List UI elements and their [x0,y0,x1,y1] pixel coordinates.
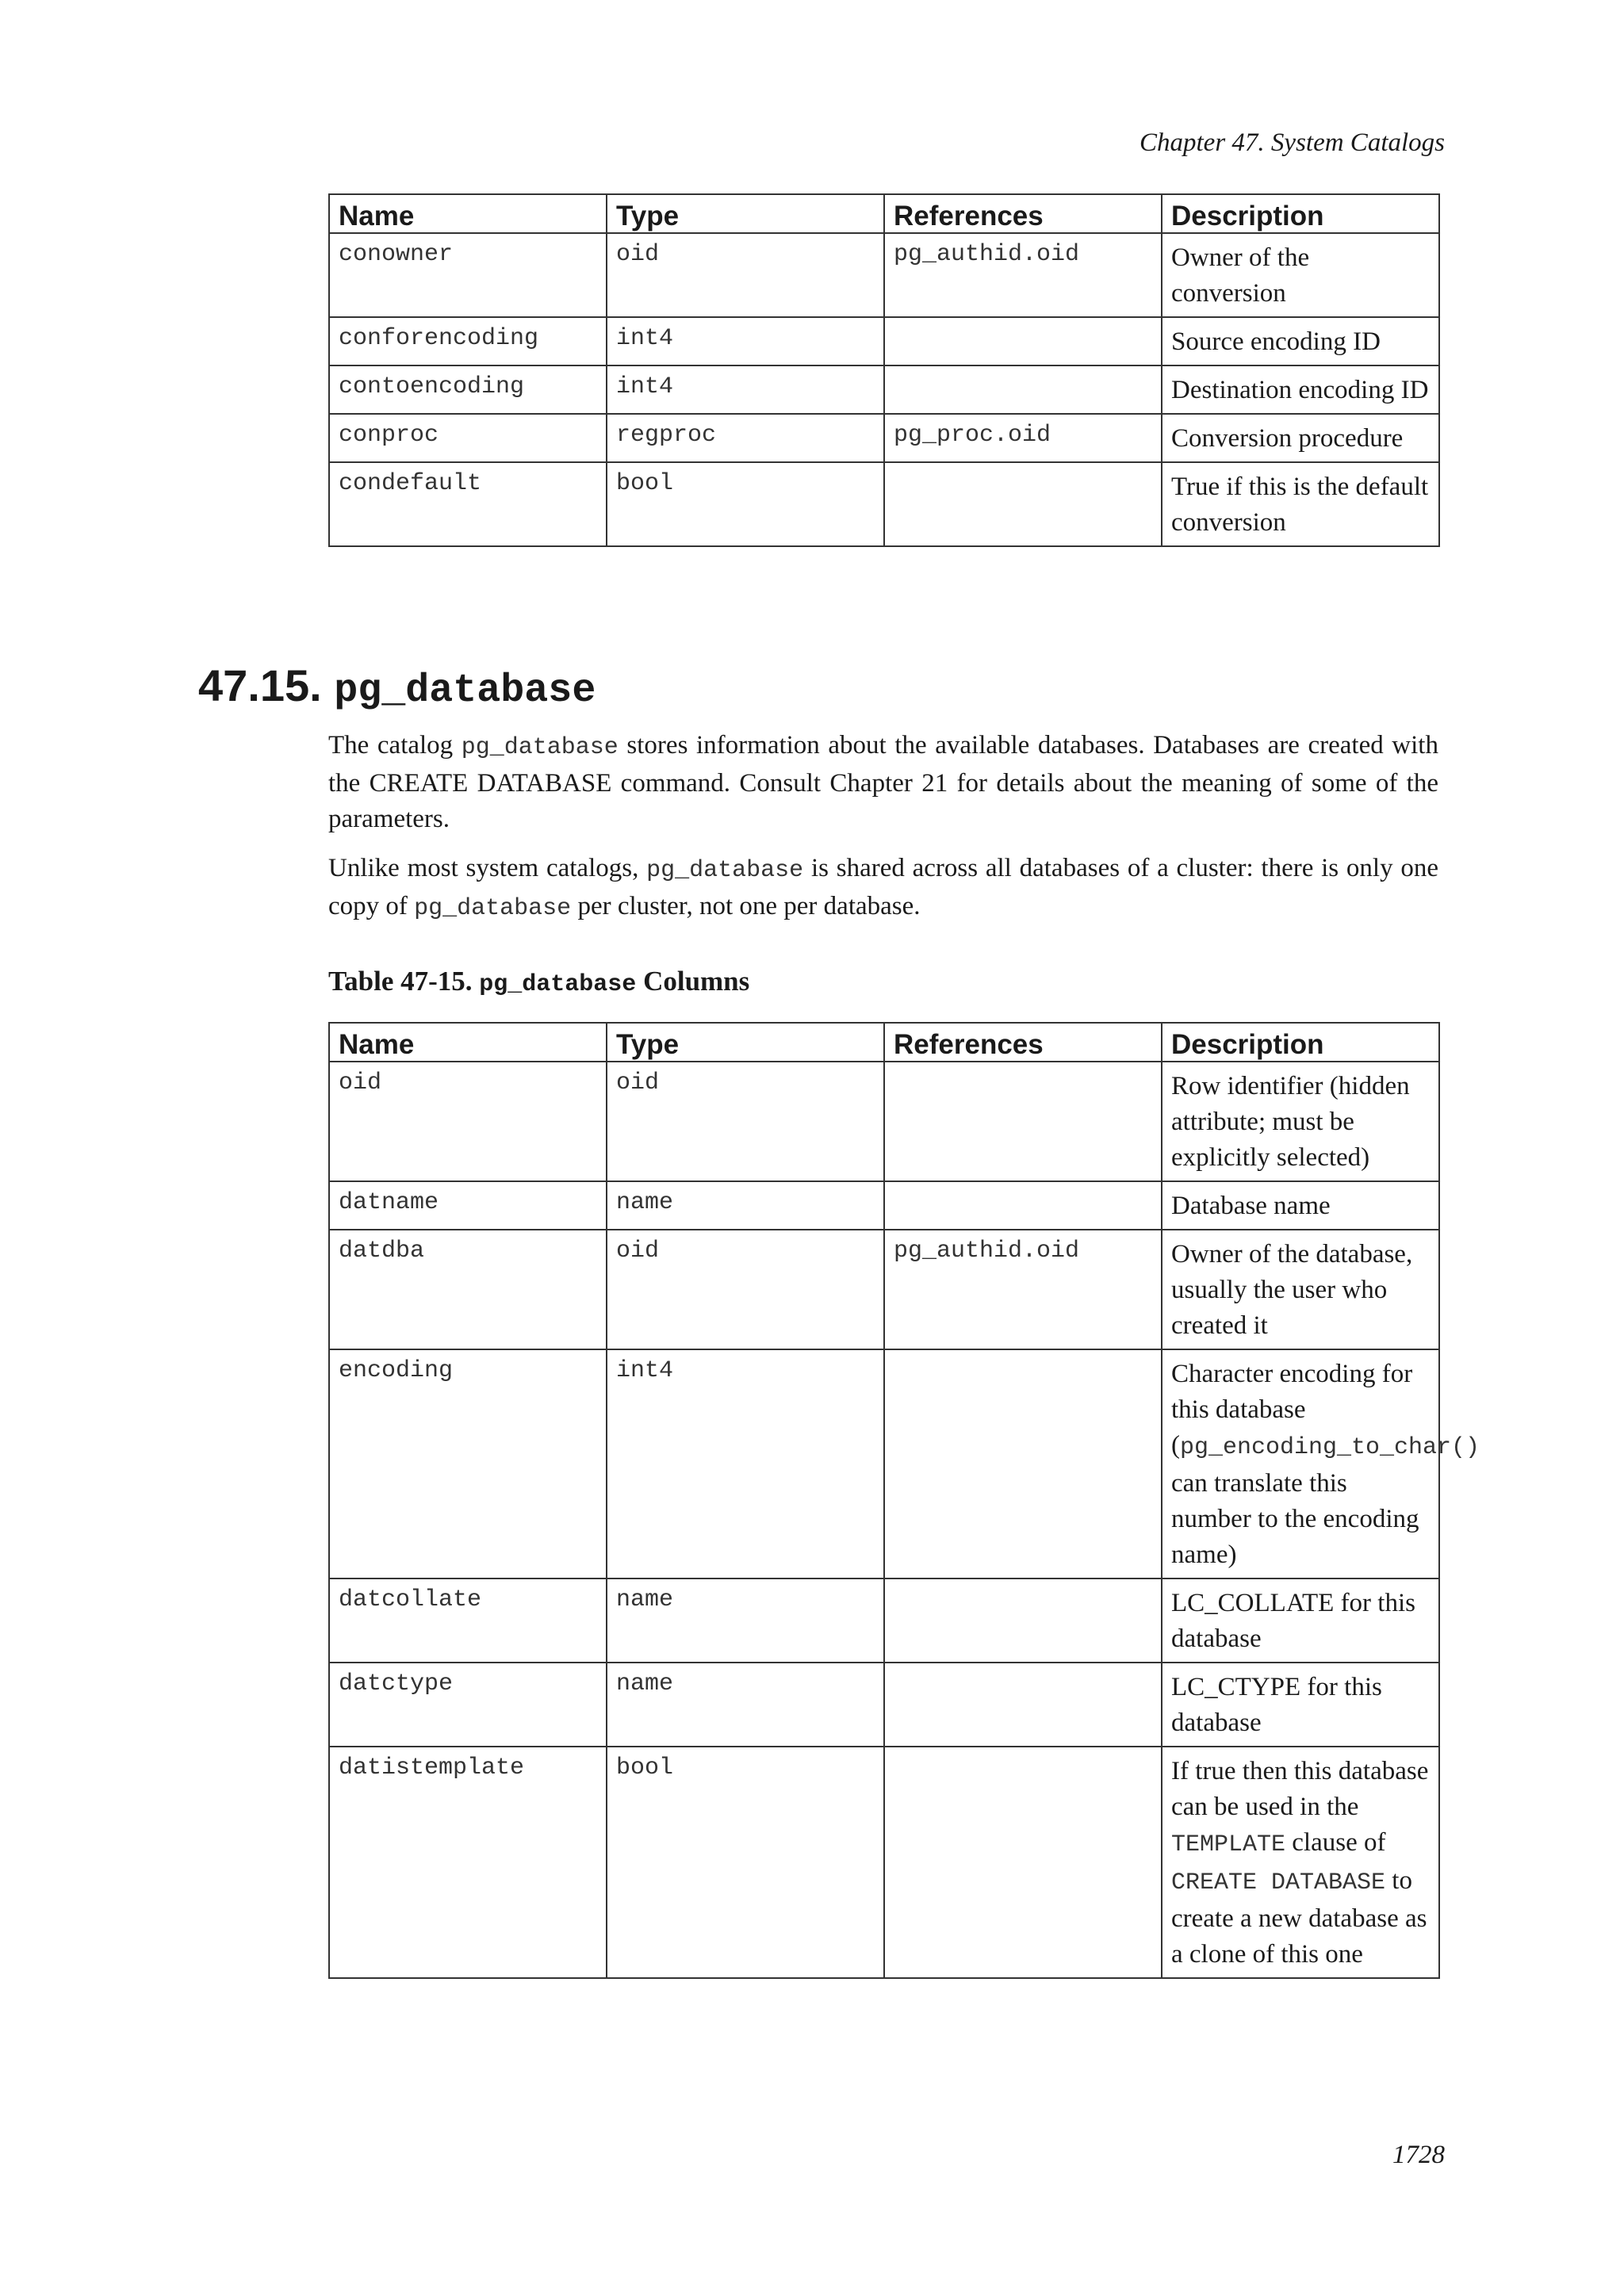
cell-description: True if this is the default conversion [1162,462,1439,546]
cell-references [884,365,1162,414]
cell-description [1162,1747,1439,1978]
column-header-type: Type [607,194,884,233]
text-run: can translate this number to the encoding name) [1171,1469,1419,1569]
caption-prefix: Table 47-15. [328,966,480,997]
cell-name: datistemplate [329,1747,607,1978]
text-run: The catalog [328,731,462,760]
table-header-row [329,1023,1439,1062]
cell-description: Owner of the database, usually the user who created it [1162,1230,1439,1349]
text-run: If true then this database can be used in the [1171,1757,1429,1821]
table-row [329,1578,1439,1663]
column-header-references: References [884,194,1162,233]
section-name: pg_database [334,668,596,714]
text-run: stores information about the available databases. Databases are created with the CREATE DATABASE command. Consult Chapter 21 for details about the meaning of some of the parameters. [328,731,1438,833]
cell-description [1162,1349,1480,1578]
cell-type: name [607,1181,884,1230]
cell-references [884,1578,1162,1663]
cell-description: LC_COLLATE for this database [1162,1578,1439,1663]
cell-name: oid [329,1062,607,1181]
cell-type: oid [607,233,884,317]
column-header-type: Type [607,1023,884,1062]
cell-type: oid [607,1230,884,1349]
pg-database-columns-table [328,1022,1480,1979]
cell-name: datdba [329,1230,607,1349]
inline-code: CREATE DATABASE [1171,1869,1386,1896]
cell-description: Conversion procedure [1162,414,1439,462]
column-header-name: Name [329,1023,607,1062]
text-run: is shared across all databases of a cluster: there is only one copy of [328,854,1438,920]
inline-code: pg_encoding_to_char() [1180,1434,1480,1461]
table-row [329,233,1439,317]
table-row [329,462,1439,546]
shared-catalog-paragraph [328,851,1438,927]
cell-type: name [607,1578,884,1663]
cell-description: Row identifier (hidden attribute; must be explicitly selected) [1162,1062,1439,1181]
text-run: clause of [1285,1828,1386,1857]
table-row [329,1181,1439,1230]
cell-type: oid [607,1062,884,1181]
cell-type: name [607,1663,884,1747]
text-run: Character encoding for this database ( [1171,1360,1413,1460]
cell-references: pg_proc.oid [884,414,1162,462]
cell-references: pg_authid.oid [884,233,1162,317]
cell-description: Source encoding ID [1162,317,1439,365]
inline-code: pg_database [646,857,804,884]
cell-type: regproc [607,414,884,462]
table-row [329,317,1439,365]
table-row [329,1349,1439,1578]
table-row [329,1747,1439,1978]
text-run: Unlike most system catalogs, [328,854,647,882]
cell-name: condefault [329,462,607,546]
cell-references [884,317,1162,365]
column-header-references: References [884,1023,1162,1062]
text-run: to create a new database as a clone of this one [1171,1866,1427,1969]
cell-type: int4 [607,1349,884,1578]
cell-description: Database name [1162,1181,1439,1230]
table-row [329,1663,1439,1747]
cell-name: datctype [329,1663,607,1747]
table-caption [328,966,749,998]
cell-references [884,1062,1162,1181]
cell-name: datcollate [329,1578,607,1663]
cell-description: Owner of the conversion [1162,233,1439,317]
cell-references [884,1663,1162,1747]
cell-name: datname [329,1181,607,1230]
cell-references [884,1349,1162,1578]
cell-references: pg_authid.oid [884,1230,1162,1349]
table-row [329,1230,1439,1349]
cell-name: conproc [329,414,607,462]
page-number: 1728 [1392,2141,1445,2169]
cell-type: bool [607,1747,884,1978]
table-row [329,1062,1439,1181]
caption-suffix: Columns [636,966,750,997]
cell-name: conowner [329,233,607,317]
cell-references [884,1747,1162,1978]
cell-description: Destination encoding ID [1162,365,1439,414]
inline-code: TEMPLATE [1171,1831,1286,1858]
table-row [329,365,1439,414]
column-header-description: Description [1162,194,1439,233]
cell-type: bool [607,462,884,546]
section-number: 47.15. [198,660,322,710]
cell-name: contoencoding [329,365,607,414]
cell-references [884,1181,1162,1230]
section-heading [198,660,596,714]
table-row [329,414,1439,462]
inline-code: pg_database [461,734,619,761]
cell-name: conforencoding [329,317,607,365]
cell-description: LC_CTYPE for this database [1162,1663,1439,1747]
caption-code: pg_database [479,971,637,998]
cell-type: int4 [607,365,884,414]
column-header-description: Description [1162,1023,1439,1062]
cell-name: encoding [329,1349,607,1578]
cell-type: int4 [607,317,884,365]
running-header: Chapter 47. System Catalogs [1139,128,1445,157]
text-run: per cluster, not one per database. [571,892,921,920]
table-header-row [329,194,1439,233]
inline-code: pg_database [414,895,572,922]
cell-references [884,462,1162,546]
conversion-columns-table [328,193,1440,547]
column-header-name: Name [329,194,607,233]
intro-paragraph [328,728,1438,837]
